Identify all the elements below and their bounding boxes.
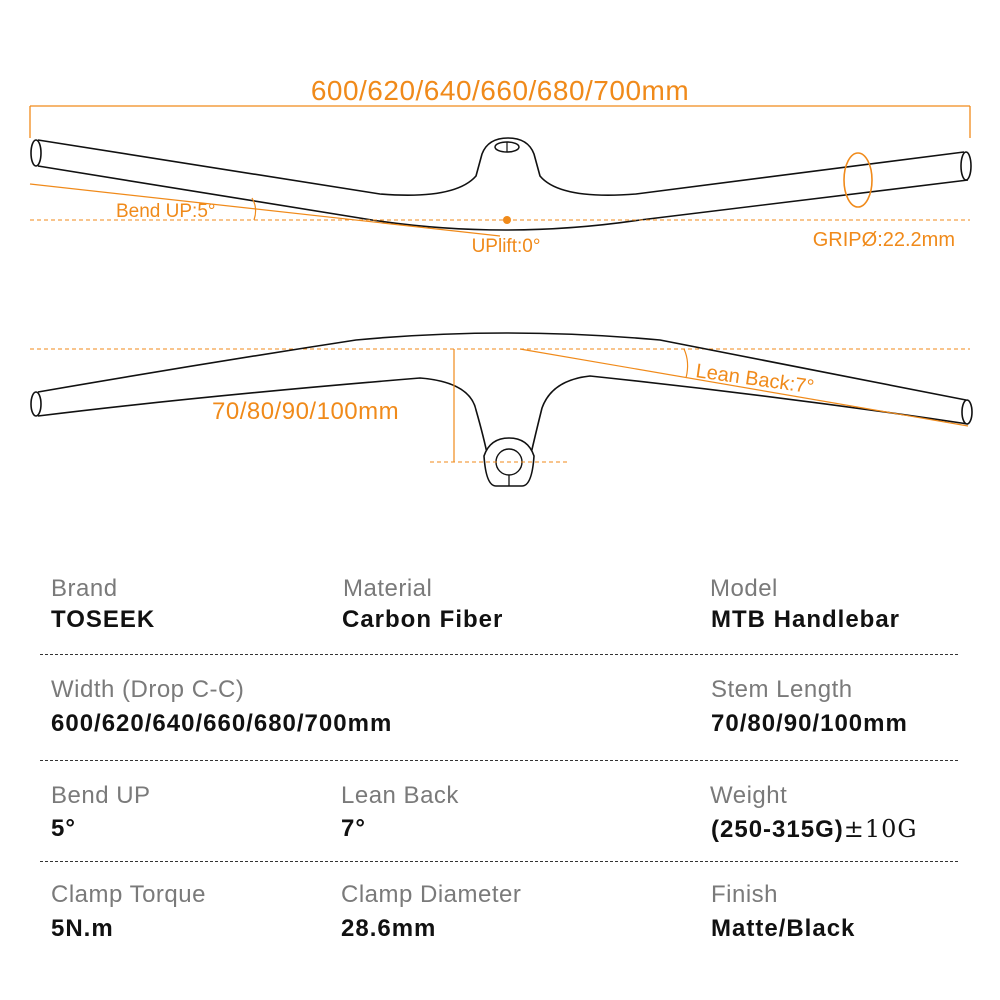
row-divider-3 bbox=[40, 861, 958, 862]
material-value: Carbon Fiber bbox=[342, 606, 504, 633]
clamp-diameter-spec-label: Clamp Diameter bbox=[341, 881, 522, 908]
grip-label: GRIPØ:22.2mm bbox=[812, 229, 955, 251]
lean-back-spec-label: Lean Back bbox=[341, 782, 459, 809]
brand-label: Brand bbox=[51, 575, 118, 602]
material-label: Material bbox=[343, 575, 433, 602]
model-label: Model bbox=[710, 575, 778, 602]
uplift-label: UPlift:0° bbox=[471, 236, 541, 257]
brand-value: TOSEEK bbox=[51, 606, 156, 633]
lean-back-arc bbox=[684, 349, 688, 378]
stem-length-label: 70/80/90/100mm bbox=[212, 398, 400, 425]
bend-up-spec-value: 5° bbox=[51, 815, 76, 842]
width-spec-value: 600/620/640/660/680/700mm bbox=[51, 710, 393, 737]
top-view bbox=[30, 75, 971, 257]
width-spec-label: Width (Drop C-C) bbox=[51, 676, 245, 703]
side-view bbox=[30, 333, 972, 486]
row-divider-2 bbox=[40, 760, 958, 761]
clamp-torque-spec-value: 5N.m bbox=[51, 915, 114, 942]
finish-spec-label: Finish bbox=[711, 881, 779, 908]
clamp-torque-spec-label: Clamp Torque bbox=[51, 881, 206, 908]
right-bar-end bbox=[961, 152, 971, 180]
model-value: MTB Handlebar bbox=[711, 606, 901, 633]
width-label: 600/620/640/660/680/700mm bbox=[310, 75, 690, 106]
left-bar-end bbox=[31, 140, 41, 166]
bend-up-label: Bend UP:5° bbox=[116, 201, 216, 222]
lean-back-spec-value: 7° bbox=[341, 815, 366, 842]
weight-spec-label: Weight bbox=[710, 782, 788, 809]
left-bar-end-side bbox=[31, 392, 41, 416]
stem-length-spec-value: 70/80/90/100mm bbox=[711, 710, 908, 737]
center-dot bbox=[503, 216, 511, 224]
weight-range: (250-315G) bbox=[711, 816, 844, 843]
weight-tolerance: ±10G bbox=[843, 815, 918, 843]
bend-up-spec-label: Bend UP bbox=[51, 782, 151, 809]
grip-diameter-marker bbox=[844, 153, 872, 207]
clamp-diameter-spec-value: 28.6mm bbox=[341, 915, 437, 942]
right-bar-end-side bbox=[962, 400, 972, 424]
finish-spec-value: Matte/Black bbox=[711, 915, 856, 942]
stem-length-spec-label: Stem Length bbox=[711, 676, 853, 703]
row-divider-1 bbox=[40, 654, 958, 655]
lean-back-label: Lean Back:7° bbox=[694, 360, 816, 399]
bend-angle-line bbox=[30, 184, 500, 236]
weight-spec-value bbox=[711, 815, 918, 844]
